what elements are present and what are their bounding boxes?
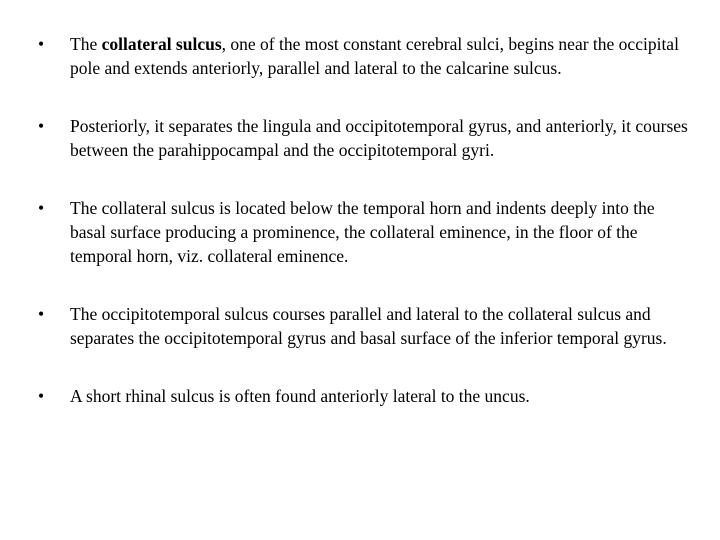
bullet-marker: •: [38, 198, 45, 218]
bullet-5-text: A short rhinal sulcus is often found anteriorly lateral to the uncus.: [70, 386, 530, 406]
bullet-marker: •: [38, 34, 45, 54]
bullet-4-text: The occipitotemporal sulcus courses parallel and lateral to the collateral sulcus and separates the occipitotemporal gyrus and basal surface of the inferior temporal gyrus.: [70, 304, 667, 348]
bullet-item-2: [38, 114, 688, 162]
bullet-1-prefix: The: [70, 34, 102, 54]
bullet-marker: •: [38, 386, 45, 406]
bullet-marker: •: [38, 116, 45, 136]
bullet-1-text: , one of the most constant cerebral sulci, begins near the occipital pole and extends anteriorly, parallel and lateral to the calcarine sulcus.: [70, 34, 679, 78]
bullet-3-text: The collateral sulcus is located below the temporal horn and indents deeply into the basal surface producing a prominence, the collateral eminence, in the floor of the temporal horn, viz. collateral eminence.: [70, 198, 655, 266]
bullet-item-3: [38, 196, 688, 268]
bullet-marker: •: [38, 304, 45, 324]
bullet-2-text: Posteriorly, it separates the lingula and occipitotemporal gyrus, and anteriorly, it courses between the parahippocampal and the occipitotemporal gyri.: [70, 116, 688, 160]
bullet-item-5: [38, 384, 688, 408]
bullet-item-1: [38, 32, 688, 80]
bullet-1-bold-term: collateral sulcus: [101, 34, 222, 54]
bullet-list: [38, 32, 688, 442]
bullet-item-4: [38, 302, 688, 350]
